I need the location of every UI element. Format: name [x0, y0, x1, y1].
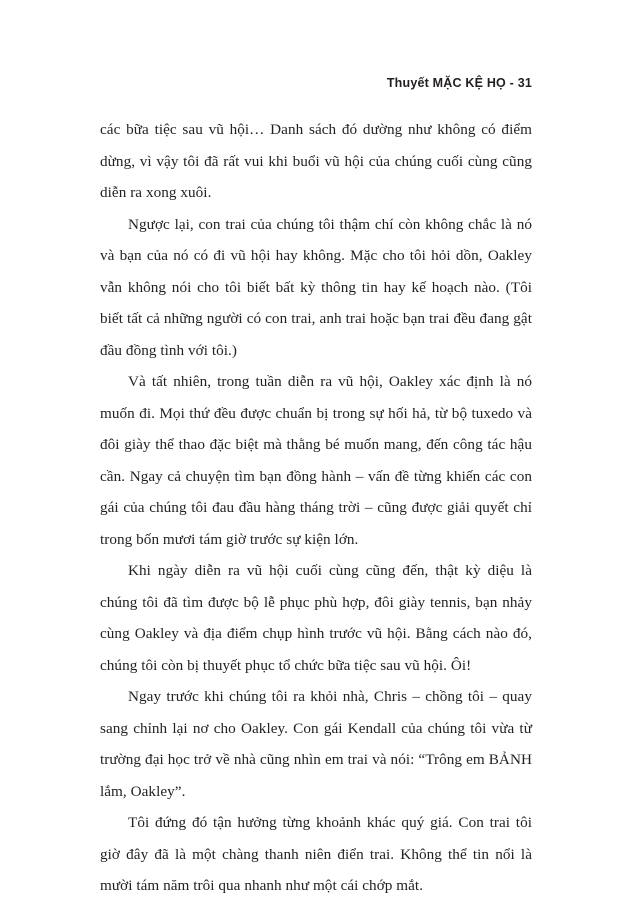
- body-text-column: [100, 114, 532, 902]
- running-head: Thuyết MẶC KỆ HỌ - 31: [386, 76, 532, 90]
- paragraph: Và tất nhiên, trong tuần diễn ra vũ hội, Oakley xác định là nó muốn đi. Mọi thứ đều được chuẩn bị trong sự hối hả, từ bộ tuxedo và đôi giày thể thao đặc biệt mà thằng bé muốn mang, đến công tác hậu cần. Ngay cả chuyện tìm bạn đồng hành – vấn đề từng khiến các con gái của chúng tôi đau đầu hàng tháng trời – cũng được giải quyết chỉ trong bốn mươi tám giờ trước sự kiện lớn.: [100, 373, 532, 548]
- paragraph: Ngay trước khi chúng tôi ra khỏi nhà, Chris – chồng tôi – quay sang chỉnh lại nơ cho Oakley. Con gái Kendall của chúng tôi vừa từ trường đại học trở về nhà cũng nhìn em trai và nói: “Trông em BẢNH lắm, Oakley”.: [100, 688, 532, 800]
- paragraph: Tôi đứng đó tận hưởng từng khoảnh khác quý giá. Con trai tôi giờ đây đã là một chàng thanh niên điển trai. Không thể tin nổi là mười tám năm trôi qua nhanh như một cái chớp mắt.: [100, 814, 532, 894]
- paragraph: các bữa tiệc sau vũ hội… Danh sách đó dường như không có điểm dừng, vì vậy tôi đã rất vui khi buổi vũ hội của chúng cuối cùng cũng diễn ra xong xuôi.: [100, 121, 532, 201]
- paragraph: Ngược lại, con trai của chúng tôi thậm chí còn không chắc là nó và bạn của nó có đi vũ hội hay không. Mặc cho tôi hỏi dồn, Oakley vẫn không nói cho tôi biết bất kỳ thông tin hay kế hoạch nào. (Tôi biết tất cả những người có con trai, anh trai hoặc bạn trai đều đang gật đầu đồng tình với tôi.): [100, 215, 532, 359]
- paragraph: Khi ngày diễn ra vũ hội cuối cùng cũng đến, thật kỳ diệu là chúng tôi đã tìm được bộ lễ phục phù hợp, đôi giày tennis, bạn nhảy cùng Oakley và địa điểm chụp hình trước vũ hội. Bằng cách nào đó, chúng tôi còn bị thuyết phục tổ chức bữa tiệc sau vũ hội. Ôi!: [100, 562, 532, 674]
